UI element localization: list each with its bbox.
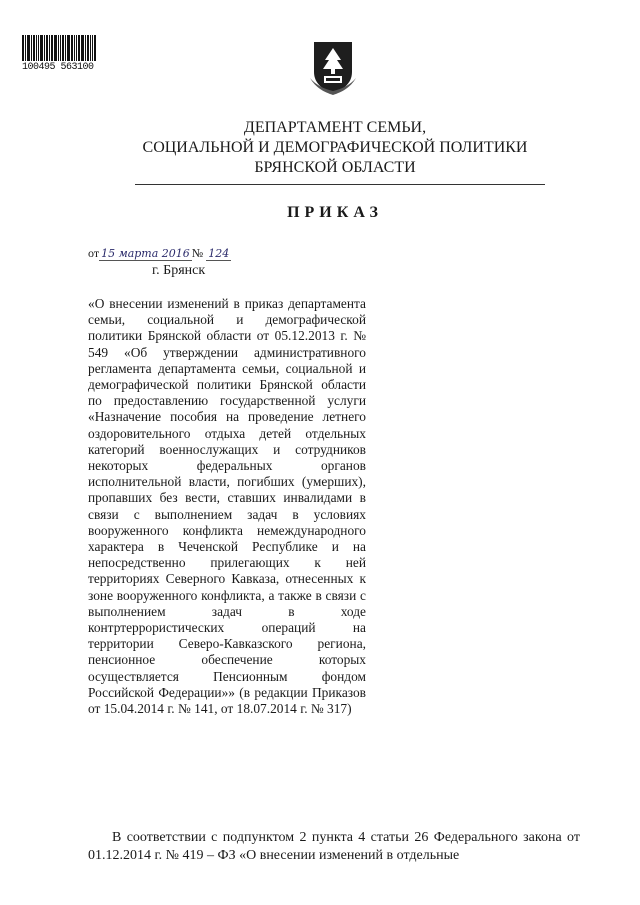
order-subject: «О внесении изменений в приказ департамента семьи, социальной и демографической политики Брянской области от 05.12.2013 г. № 549 «Об утверждении административного регламента департамента семьи, социальной и демографической политики Брянской области по предоставлению государственной услуги «Назначение пособия на проведение летнего оздоровительного отдыха детей отдельных категорий военнослужащих и сотрудников некоторых федеральных органов исполнительной власти, погибших (умерших), пропавших без вести, ставших инвалидами в связи с выполнением задач в условиях вооруженного конфликта немеждународного характера в Чеченской Республике и на непосредственно прилегающих к ней территориях Северного Кавказа, отнесенных к зоне вооруженного конфликта, а также в связи с выполнением задач в ходе контртеррористических операций на территории Северо-Кавказского региона, пенсионное обеспечение которых осуществляется Пенсионным фондом Российской Федерации»» (в редакции Приказов от 15.04.2014 г. № 141, от 18.07.2014 г. № 317): [88, 296, 366, 717]
coat-of-arms-icon: [310, 38, 356, 96]
department-header: [0, 118, 640, 178]
handwritten-number: 124: [208, 247, 230, 260]
body-paragraph: В соответствии с подпунктом 2 пункта 4 статьи 26 Федерального закона от 01.12.2014 г. № 419 – ФЗ «О внесении изменений в отдельные: [88, 830, 580, 863]
header-line-1: ДЕПАРТАМЕНТ СЕМЬИ,: [243, 119, 427, 136]
order-reference: [88, 246, 231, 261]
number-prefix: №: [191, 246, 204, 260]
date-prefix: от: [88, 246, 100, 260]
city-label: г. Брянск: [152, 263, 206, 278]
header-line-2: СОЦИАЛЬНОЙ И ДЕМОГРАФИЧЕСКОЙ ПОЛИТИКИ: [142, 139, 528, 156]
document-type-title: ПРИКАЗ: [287, 204, 383, 221]
barcode: [22, 35, 112, 73]
barcode-bars: [22, 35, 112, 61]
header-divider: [135, 184, 545, 185]
handwritten-date: 15 марта 2016: [101, 247, 190, 260]
header-line-3: БРЯНСКОЙ ОБЛАСТИ: [254, 159, 416, 176]
barcode-number: 100495 563100: [22, 62, 94, 73]
